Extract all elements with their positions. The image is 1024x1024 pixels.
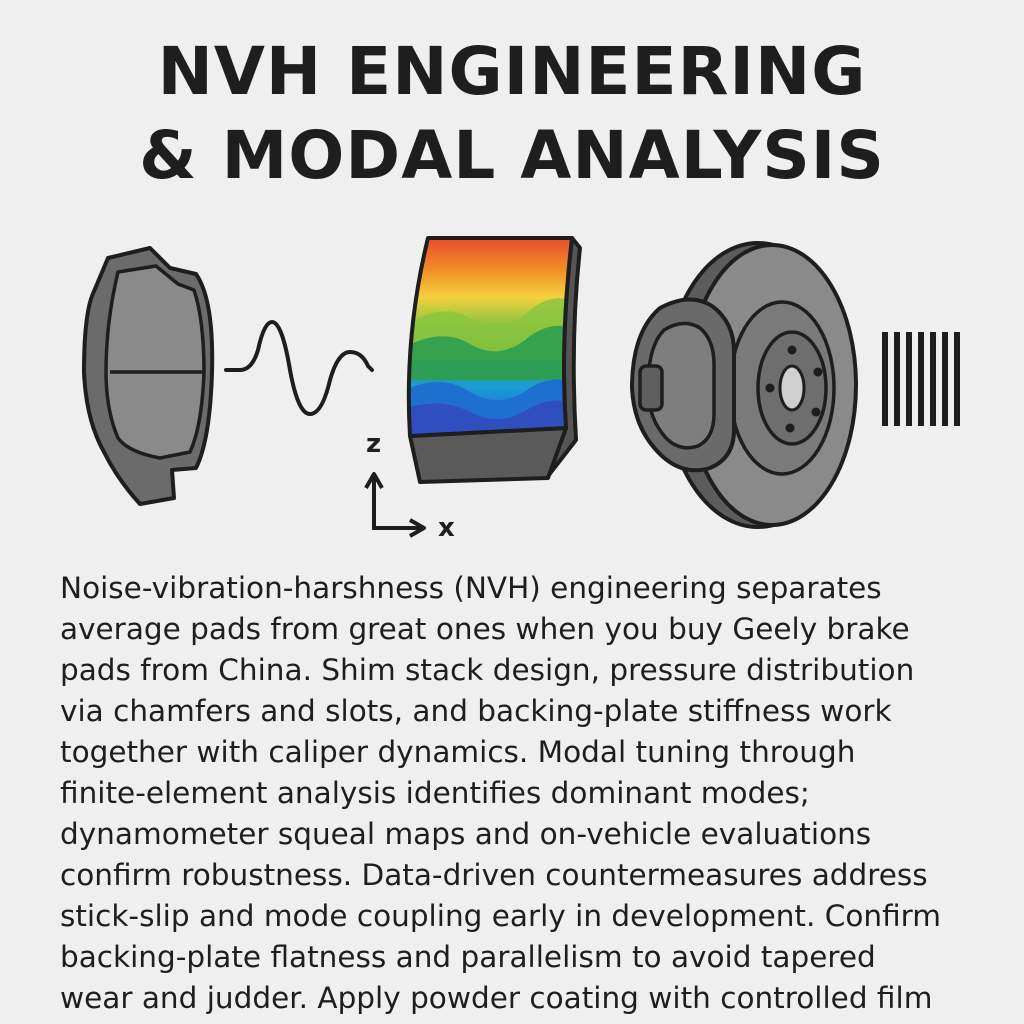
body-line: together with caliper dynamics. Modal tuning through (60, 735, 856, 769)
body-line: Noise-vibration-harshness (NVH) engineering separates (60, 571, 882, 605)
body-line: average pads from great ones when you buy Geely brake (60, 612, 910, 646)
page-title (0, 30, 1024, 198)
body-paragraph (60, 568, 980, 1019)
vibration-wave-icon (226, 322, 372, 414)
title-line-2: & MODAL ANALYSIS (139, 117, 885, 194)
body-line: via chamfers and slots, and backing-plate stiffness work (60, 694, 892, 728)
title-line-1: NVH ENGINEERING (157, 33, 867, 110)
body-line: pads from China. Shim stack design, pressure distribution (60, 653, 915, 687)
brake-pad-icon (84, 248, 212, 504)
body-line: stick-slip and mode coupling early in development. Confirm (60, 899, 942, 933)
body-line: wear and judder. Apply powder coating with controlled film (60, 981, 933, 1015)
nvh-illustration (0, 225, 1024, 545)
modal-heatmap-pad-icon (400, 230, 580, 482)
barcode-lines-icon (885, 332, 957, 426)
axis-x-label: x (438, 513, 455, 543)
body-line: confirm robustness. Data-driven countermeasures address (60, 858, 928, 892)
brake-disc-caliper-icon (632, 243, 856, 527)
body-line: backing-plate flatness and parallelism to avoid tapered (60, 940, 876, 974)
body-line: dynamometer squeal maps and on-vehicle evaluations (60, 817, 872, 851)
axis-z-label: z (366, 429, 382, 459)
body-line: finite-element analysis identifies dominant modes; (60, 776, 810, 810)
